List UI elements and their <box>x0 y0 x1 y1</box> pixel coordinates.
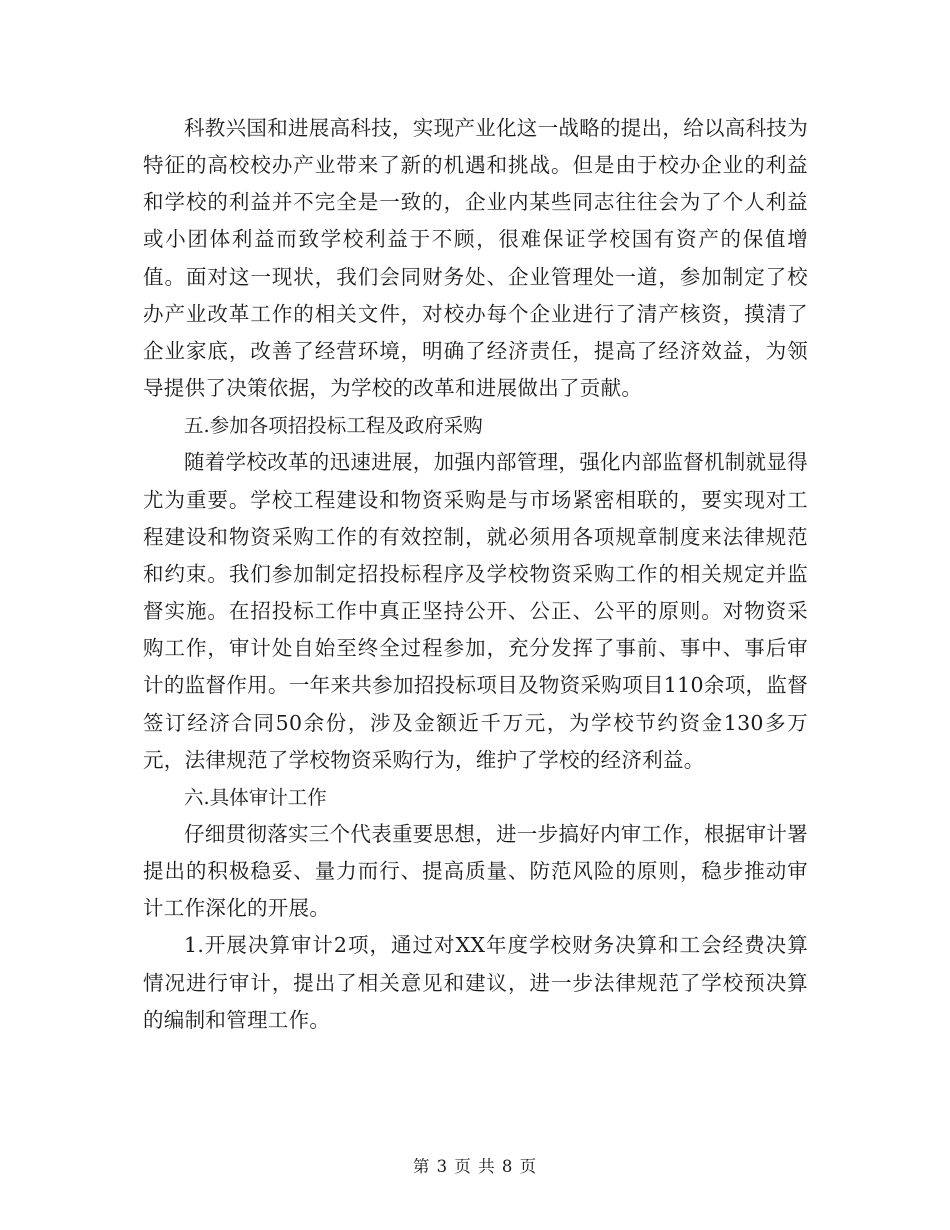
paragraph-intro: 科教兴国和进展高科技，实现产业化这一战略的提出，给以高科技为特征的高校校办产业带来了新的机遇和挑战。但是由于校办企业的利益和学校的利益并不完全是一致的，企业内某些同志往往会为了个人利益或小团体利益而致学校利益于不顾，很难保证学校国有资产的保值增值。面对这一现状，我们会同财务处、企业管理处一道，参加制定了校办产业改革工作的相关文件，对校办每个企业进行了清产核资，摸清了企业家底，改善了经营环境，明确了经济责任，提高了经济效益，为领导提供了决策依据，为学校的改革和进展做出了贡献。 <box>143 116 808 401</box>
paragraph-audit-principles: 仔细贯彻落实三个代表重要思想，进一步搞好内审工作，根据审计署提出的积极稳妥、量力而行、提高质量、防范风险的原则，稳步推动审计工作深化的开展。 <box>143 821 808 921</box>
paragraph-final-accounts-audit: 1.开展决算审计2项，通过对XX年度学校财务决算和工会经费决算情况进行审计，提出了相关意见和建议，进一步法律规范了学校预决算的编制和管理工作。 <box>143 933 808 1032</box>
section-heading-6: 六.具体审计工作 <box>184 785 327 809</box>
section-heading-5: 五.参加各项招投标工程及政府采购 <box>184 414 483 438</box>
paragraph-bidding: 随着学校改革的迅速进展，加强内部管理，强化内部监督机制就显得尤为重要。学校工程建设和物资采购是与市场紧密相联的，要实现对工程建设和物资采购工作的有效控制，就必须用各项规章制度来法律规范和约束。我们参加制定招投标程序及学校物资采购工作的相关规定并监督实施。在招投标工作中真正坚持公开、公正、公平的原则。对物资采购工作，审计处自始至终全过程参加，充分发挥了事前、事中、事后审计的监督作用。一年来共参加招投标项目及物资采购项目110余项，监督签订经济合同50余份，涉及金额近千万元，为学校节约资金130多万元，法律规范了学校物资采购行为，维护了学校的经济利益。 <box>143 450 808 772</box>
page-number-footer: 第 3 页 共 8 页 <box>412 1157 538 1176</box>
document-body <box>143 110 808 1039</box>
